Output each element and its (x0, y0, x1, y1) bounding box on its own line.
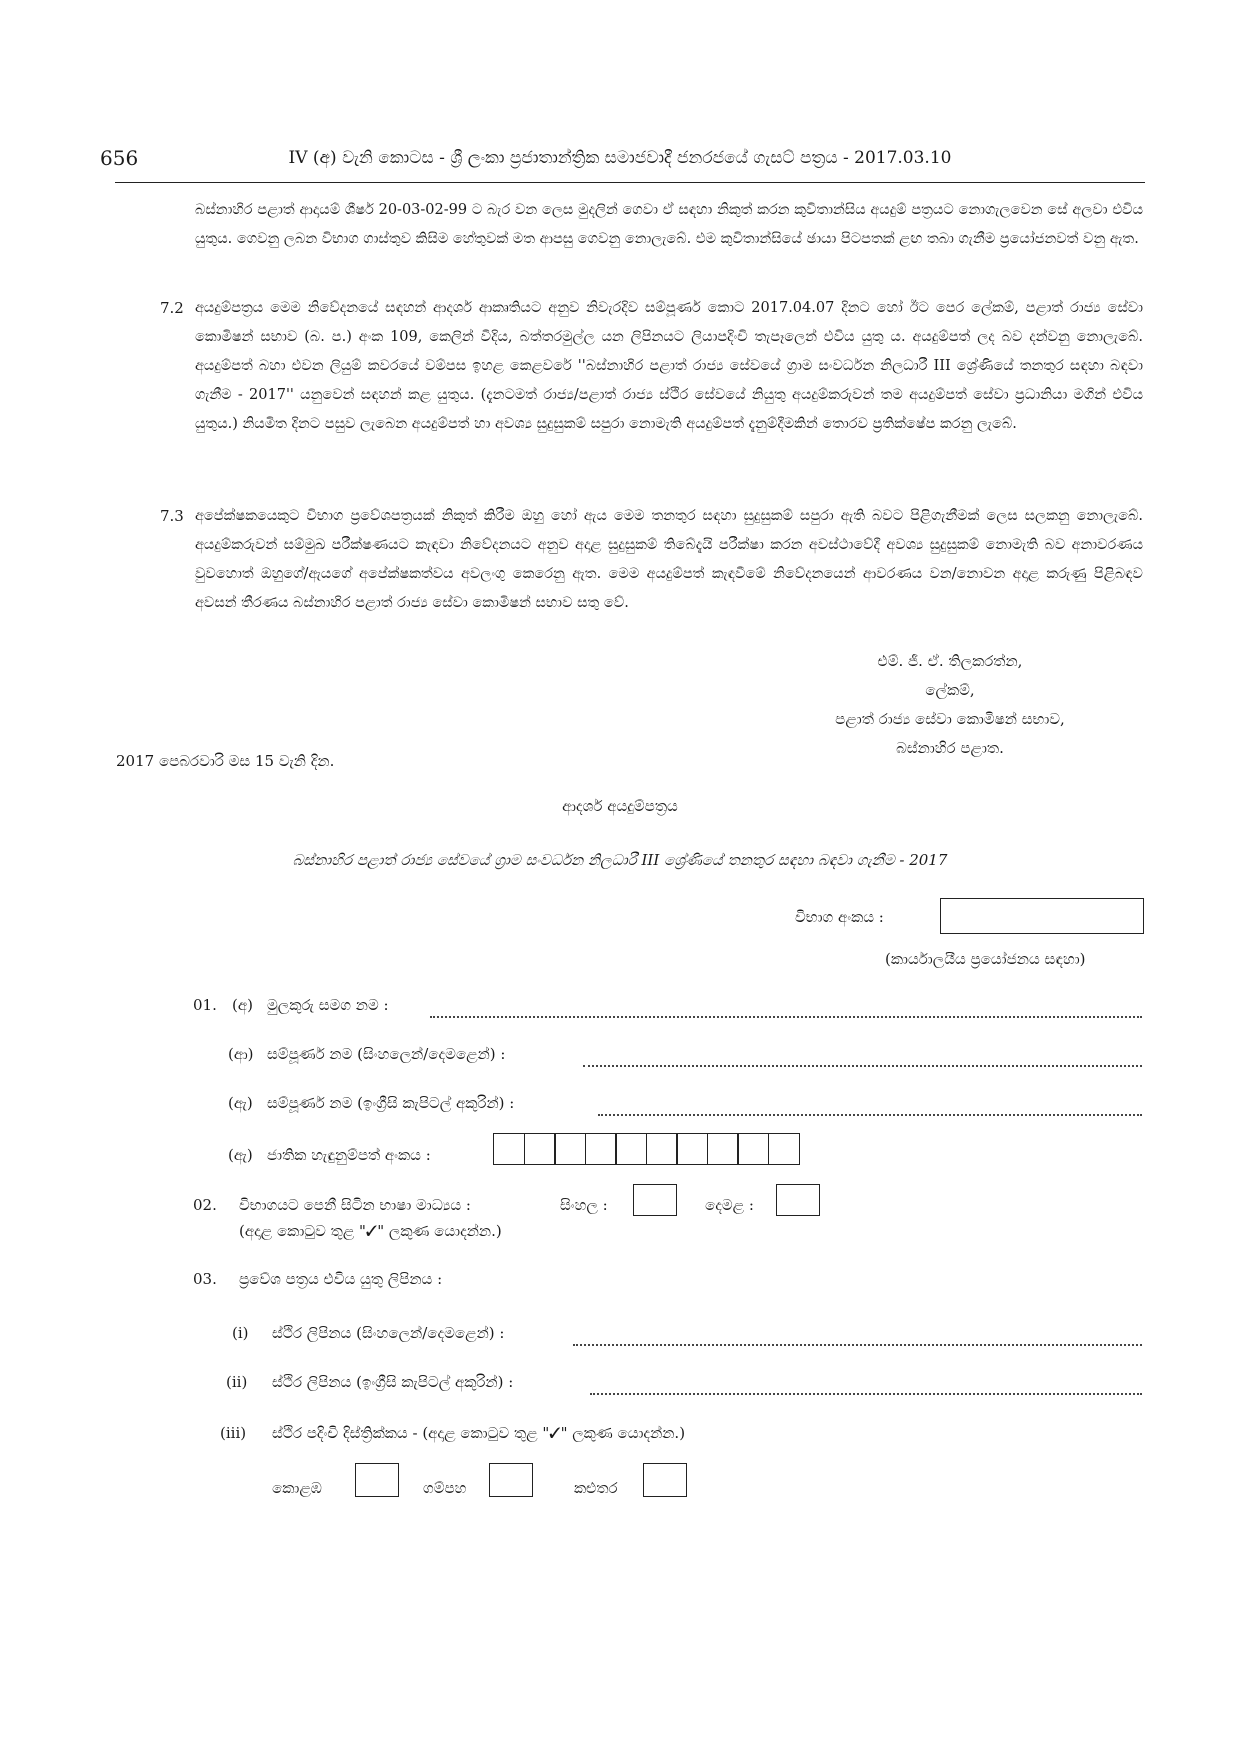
question-03i-label: ස්ථිර ලිපිනය (සිංහලෙන්/දෙමළෙන්) : (272, 1324, 505, 1342)
question-02-number: 02. (193, 1196, 217, 1214)
district-colombo-checkbox[interactable] (355, 1463, 399, 1497)
question-03-label: ප්‍රවේශ පත්‍රය එවිය යුතු ලිපිනය : (239, 1270, 443, 1288)
permanent-address-sinhala-tamil-field[interactable] (573, 1344, 1142, 1346)
form-heading: ආදර්ශ අයදුම්පත්‍රය (562, 797, 678, 815)
paragraph-7-3: අපේක්ෂකයෙකුට විභාග ප්‍රවේශපත්‍රයක් නිකුත් කිරීම ඔහු හෝ ඇය මෙම තනතුර සඳහා සුදුසුකම් සපුරා ඇති බවට පිළිගැනීමක් ලෙස සලකනු නොලැබේ. අයදුම්කරුවන් සම්මුඛ පරීක්ෂණයට කැඳවා නිවේදනයට අනුව අදාළ සුදුසුකම් තිබේදැයි පරීක්ෂා කරන අවස්ථාවේදී අවශ්‍ය සුදුසුකම් නොමැති බව අනාවරණය වුවහොත් ඔහුගේ/ඇයගේ අපේක්ෂකත්වය අවලංගු කෙරෙනු ඇත. මෙම අයදුම්පත් කැඳවීමේ නිවේදනයෙන් ආවරණය වන/නොවන අදාළ කරුණු පිළිබඳව අවසන් තීරණය බස්නාහිර පළාත් රාජ්‍ය සේවා කොමිෂන් සභාව සතු වේ. (195, 508, 1143, 611)
district-kalutara-checkbox[interactable] (643, 1463, 687, 1497)
nic-digit-box[interactable] (646, 1133, 678, 1165)
question-01c-label: සම්පූර්ණ නම (ඉංග්‍රීසි කැපිටල් අකුරින්) : (267, 1094, 515, 1112)
full-name-sinhala-tamil-field[interactable] (583, 1065, 1142, 1067)
paragraph-intro: බස්නාහිර පළාත් ආදායම් ශීර්ෂ 20-03-02-99 ට බැර වන ලෙස මුදලින් ගෙවා ඒ සඳහා නිකුත් කරන කුවිතාන්සිය අයදුම් පත්‍රයට නොගැලවෙන සේ අලවා එවිය යුතුය. ගෙවනු ලබන විභාග ගාස්තුව කිසිම හේතුවක් මත ආපසු ගෙවනු නොලැබේ. එම කුවිතාන්සියේ ඡායා පිටපතක් ළඟ තබා ගැනීම ප්‍රයෝජනවත් වනු ඇත. (195, 202, 1143, 247)
question-03ii-marker: (ii) (226, 1373, 248, 1391)
nic-digit-box[interactable] (676, 1133, 708, 1165)
medium-tamil-label: දෙමළ : (705, 1196, 754, 1214)
nic-digit-box[interactable] (524, 1133, 556, 1165)
nic-number-boxes[interactable] (493, 1133, 798, 1165)
question-03iii-label: ස්ථිර පදිංචි දිස්ත්‍රික්කය - (අදාළ කොටුව තුළ "✓" ලකුණ යොදන්න.) (272, 1424, 686, 1442)
question-03ii-label: ස්ථිර ලිපිනය (ඉංග්‍රීසි කැපිටල් අකුරින්) : (272, 1373, 514, 1391)
initials-name-field[interactable] (430, 1016, 1142, 1018)
nic-digit-box[interactable] (737, 1133, 769, 1165)
question-03iii-marker: (iii) (220, 1424, 247, 1442)
permanent-address-english-field[interactable] (590, 1393, 1142, 1395)
district-kalutara-label: කළුතර (574, 1479, 618, 1497)
question-01d-marker: (ඇ) (228, 1146, 253, 1164)
paragraph-7-2: අයදුම්පත්‍රය මෙම නිවේදනයේ සඳහන් ආදර්ශ ආකෘතියට අනුව නිවැරදිව සම්පූර්ණ කොට 2017.04.07 දිනට හෝ ඊට පෙර ලේකම්, පළාත් රාජ්‍ය සේවා කොමිෂන් සභාව (බ. ප.) අංක 109, කෙලින් වීදිය, බත්තරමුල්ල යන ලිපිනයට ලියාපදිංචි තැපෑලෙන් එවිය යුතු ය. අයදුම්පත් ලද බව දන්වනු නොලැබේ. අයදුම්පත් බහා එවන ලියුම් කවරයේ වම්පස ඉහළ කෙළවරේ ''බස්නාහිර පළාත් රාජ්‍ය සේවයේ ග්‍රාම සංවර්ධන නිලධාරී III ශ්‍රේණියේ තනතුර සඳහා බඳවා ගැනීම - 2017'' යනුවෙන් සඳහන් කළ යුතුය. (දැනටමත් රාජ්‍ය/පළාත් රාජ්‍ය ස්ථිර සේවයේ නියුතු අයදුම්කරුවන් තම අයදුම්පත් සේවා ප්‍රධානියා මගින් එවිය යුතුය.) නියමිත දිනට පසුව ලැබෙන අයදුම්පත් හා අවශ්‍ය සුදුසුකම් සපුරා නොමැති අයදුම්පත් දැනුම්දීමකින් තොරව ප්‍රතික්ෂේප කරනු ලැබේ. (195, 300, 1143, 432)
nic-digit-box[interactable] (493, 1133, 525, 1165)
paragraph-number-7-2: 7.2 (160, 299, 184, 317)
question-03i-marker: (i) (232, 1324, 249, 1342)
question-02-label: විභාගයට පෙනී සිටින භාෂා මාධ්‍යය : (239, 1196, 471, 1214)
header-divider (115, 182, 1145, 183)
question-01d-label: ජාතික හැඳුනුම්පත් අංකය : (267, 1146, 431, 1164)
signatory-name: එම්. ජී. ඒ. තිලකරත්න, (877, 652, 1023, 670)
question-01-number: 01. (193, 996, 217, 1014)
paragraph-number-7-3: 7.3 (160, 507, 184, 525)
date-line: 2017 පෙබරවාරි මස 15 වැනි දින. (116, 752, 335, 770)
nic-digit-box[interactable] (768, 1133, 800, 1165)
nic-digit-box[interactable] (615, 1133, 647, 1165)
exam-number-box[interactable] (940, 898, 1144, 934)
medium-sinhala-checkbox[interactable] (633, 1184, 677, 1216)
district-gampaha-label: ගම්පහ (423, 1479, 467, 1497)
office-use-note: (කාර්යාලයීය ප්‍රයෝජනය සඳහා) (885, 950, 1086, 968)
signatory-province: බස්නාහිර පළාත. (896, 739, 1004, 757)
full-name-english-field[interactable] (598, 1114, 1142, 1116)
nic-digit-box[interactable] (554, 1133, 586, 1165)
exam-number-label: විභාග අංකය : (795, 908, 884, 926)
district-colombo-label: කොළඹ (272, 1479, 322, 1497)
district-gampaha-checkbox[interactable] (489, 1463, 533, 1497)
signatory-office: පළාත් රාජ්‍ය සේවා කොමිෂන් සභාව, (835, 710, 1065, 728)
page-number: 656 (100, 146, 139, 170)
nic-digit-box[interactable] (707, 1133, 739, 1165)
gazette-header-title: IV (අ) වැනි කොටස - ශ්‍රී ලංකා ප්‍රජාතාන්ත්‍රික සමාජවාදී ජනරජයේ ගැසට් පත්‍රය - 2017.03.10 (288, 148, 952, 168)
medium-tamil-checkbox[interactable] (776, 1184, 820, 1216)
nic-digit-box[interactable] (585, 1133, 617, 1165)
question-01b-label: සම්පූර්ණ නම (සිංහලෙන්/දෙමළෙන්) : (267, 1045, 506, 1063)
question-02-note: (අදාළ කොටුව තුළ "✓" ලකුණ යොදන්න.) (239, 1222, 502, 1240)
form-subheading: බස්නාහිර පළාත් රාජ්‍ය සේවයේ ග්‍රාම සංවර්ධන නිලධාරී III ශ්‍රේණියේ තනතුර සඳහා බඳවා ගැනීම - 2017 (292, 851, 948, 869)
question-01c-marker: (ඇ) (228, 1094, 253, 1112)
question-01b-marker: (ආ) (228, 1045, 254, 1063)
signature-block (800, 647, 1100, 763)
question-01a-marker: (අ) (232, 996, 253, 1014)
medium-sinhala-label: සිංහල : (560, 1196, 608, 1214)
question-03-number: 03. (193, 1270, 217, 1288)
signatory-designation: ලේකම්, (925, 681, 975, 699)
question-01a-label: මුලකුරු සමග නම : (267, 996, 389, 1014)
